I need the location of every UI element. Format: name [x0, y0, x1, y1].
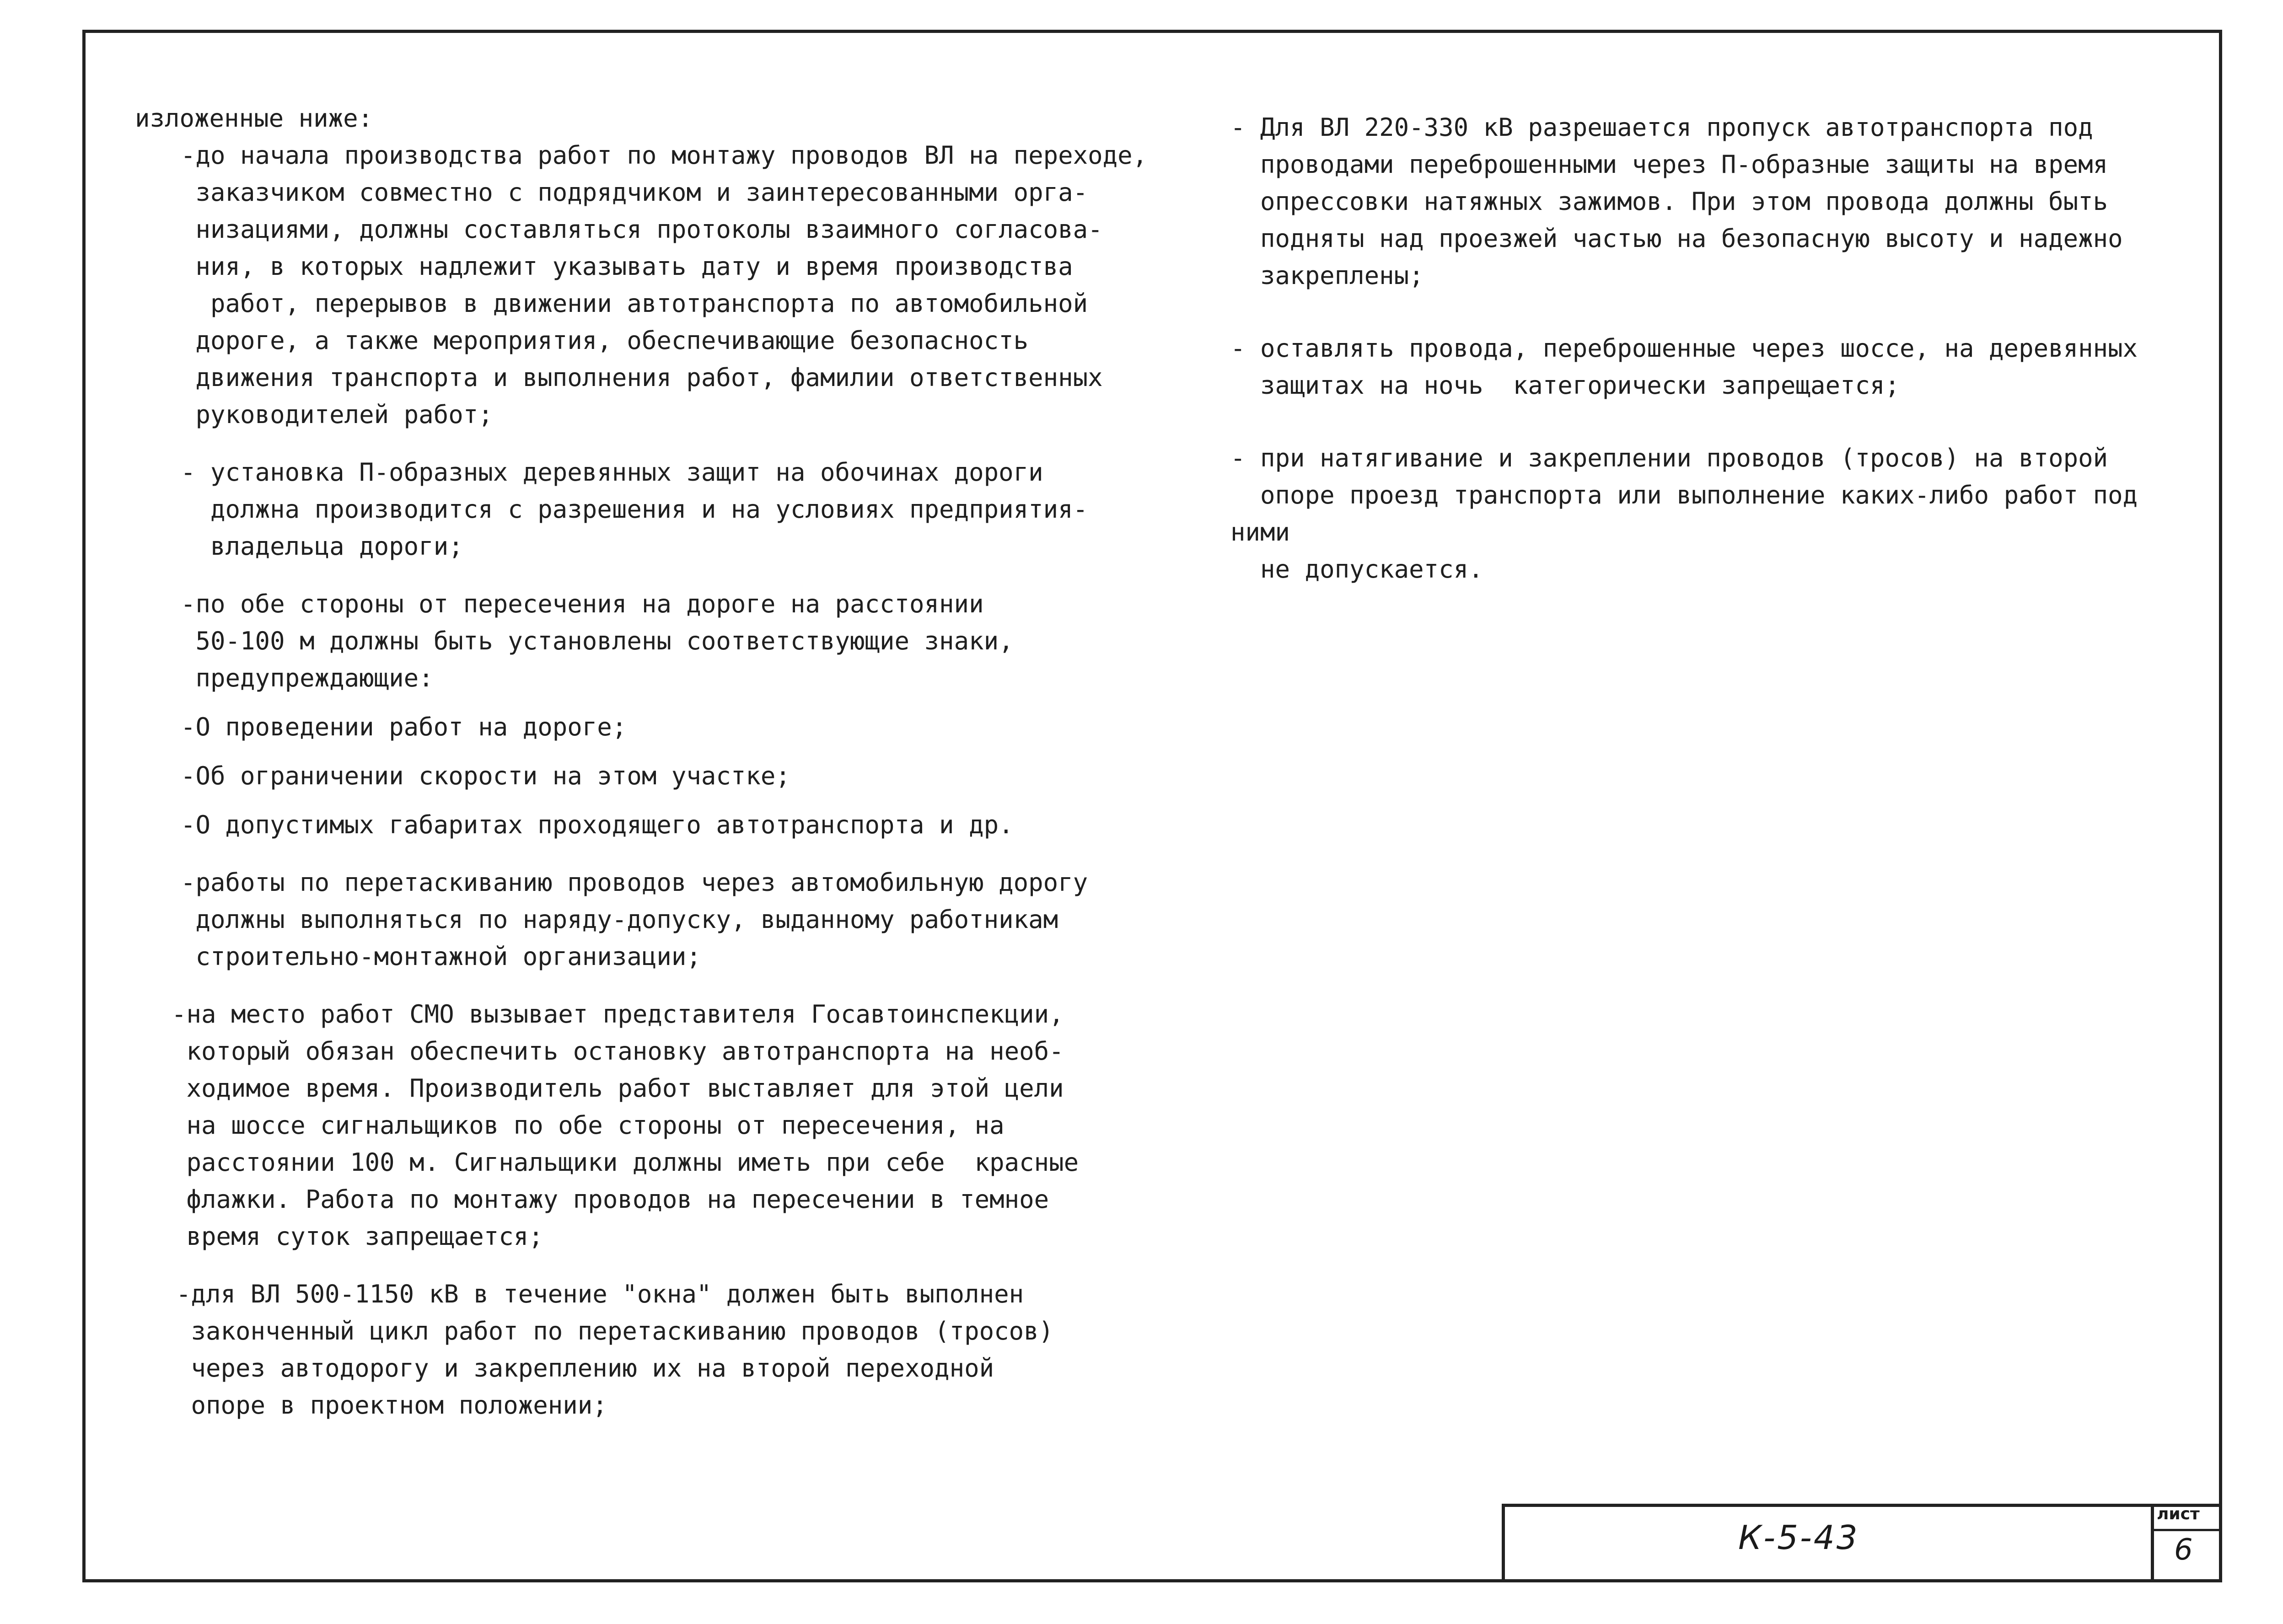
paragraph-traffic-allowance: - Для ВЛ 220-330 кВ разрешается пропуск автотранспорта под проводами переброшенными через П-образные защиты на время опрессовки натяжных зажимов. При этом провода должны быть подняты над проезжей частью на безопасную высоту и надежно закреплены;	[1230, 113, 2123, 290]
right-column	[1230, 109, 2200, 588]
sheet-label: лист	[2157, 1505, 2200, 1523]
sheet-number-cell	[2151, 1504, 2222, 1582]
paragraph-warning-signs: -по обе стороны от пересечения на дороге на расстоянии 50-100 м должны быть установлены соответствующие знаки, предупреждающие:	[181, 590, 1014, 692]
paragraph-night-prohibition: - оставлять провода, переброшенные через шоссе, на деревянных защитах на ночь категорически запрещается;	[1230, 334, 2138, 400]
paragraph-tensioning: - при натягивание и закреплении проводов (тросов) на второй опоре проезд транспорта или выполнение каких-либо работ под ними не допускается.	[1230, 444, 2138, 584]
paragraph-window-cycle: -для ВЛ 500-1150 кВ в течение "окна" должен быть выполнен законченный цикл работ по перетаскиванию проводов (тросов) через автодорогу и закреплению их на второй переходной опоре в проектном положении;	[176, 1280, 1054, 1420]
sheet-number: 6	[2174, 1533, 2193, 1567]
paragraph-wooden-guards: - установка П-образных деревянных защит на обочинах дороги должна производится с разрешения и на условиях предприятия- владельца дороги;	[181, 458, 1088, 561]
sign-item-works: -О проведении работ на дороге;	[181, 713, 627, 741]
sign-item-dimensions: -О допустимых габаритах проходящего автотранспорта и др.	[181, 810, 1014, 839]
intro-text: изложенные ниже:	[135, 104, 373, 133]
paragraph-protocols: -до начала производства работ по монтажу проводов ВЛ на переходе, заказчиком совместно с подрядчиком и заинтересованными орга- низациями, должны составляться протоколы взаимного согласова- ния, в которых надлежит указывать дату и время производства работ, перерывов в движении автотранспорта по автомобильной дороге, а также мероприятия, обеспечивающие безопасность движения транспорта и выполнения работ, фамилии ответственных руководителей работ;	[181, 141, 1148, 429]
sheet-cell-divider	[2154, 1529, 2222, 1531]
sign-item-speed: -Об ограничении скорости на этом участке;	[181, 761, 790, 790]
paragraph-traffic-inspection: -на место работ СМО вызывает представителя Госавтоинспекции, который обязан обеспечить остановку автотранспорта на необ- ходимое время. Производитель работ выставляет для этой цели на шоссе сигнальщиков по обе стороны от пересечения, на расстоянии 100 м. Сигнальщики должны иметь при себе красные флажки. Работа по монтажу проводов на пересечении в темное время суток запрещается;	[172, 1000, 1079, 1251]
document-code: К-5-43	[1738, 1518, 1859, 1557]
title-block	[1502, 1504, 2222, 1582]
left-column	[135, 100, 1187, 1424]
paragraph-work-permit: -работы по перетаскиванию проводов через автомобильную дорогу должны выполняться по наряду-допуску, выданному работникам строительно-монтажной организации;	[181, 868, 1088, 971]
